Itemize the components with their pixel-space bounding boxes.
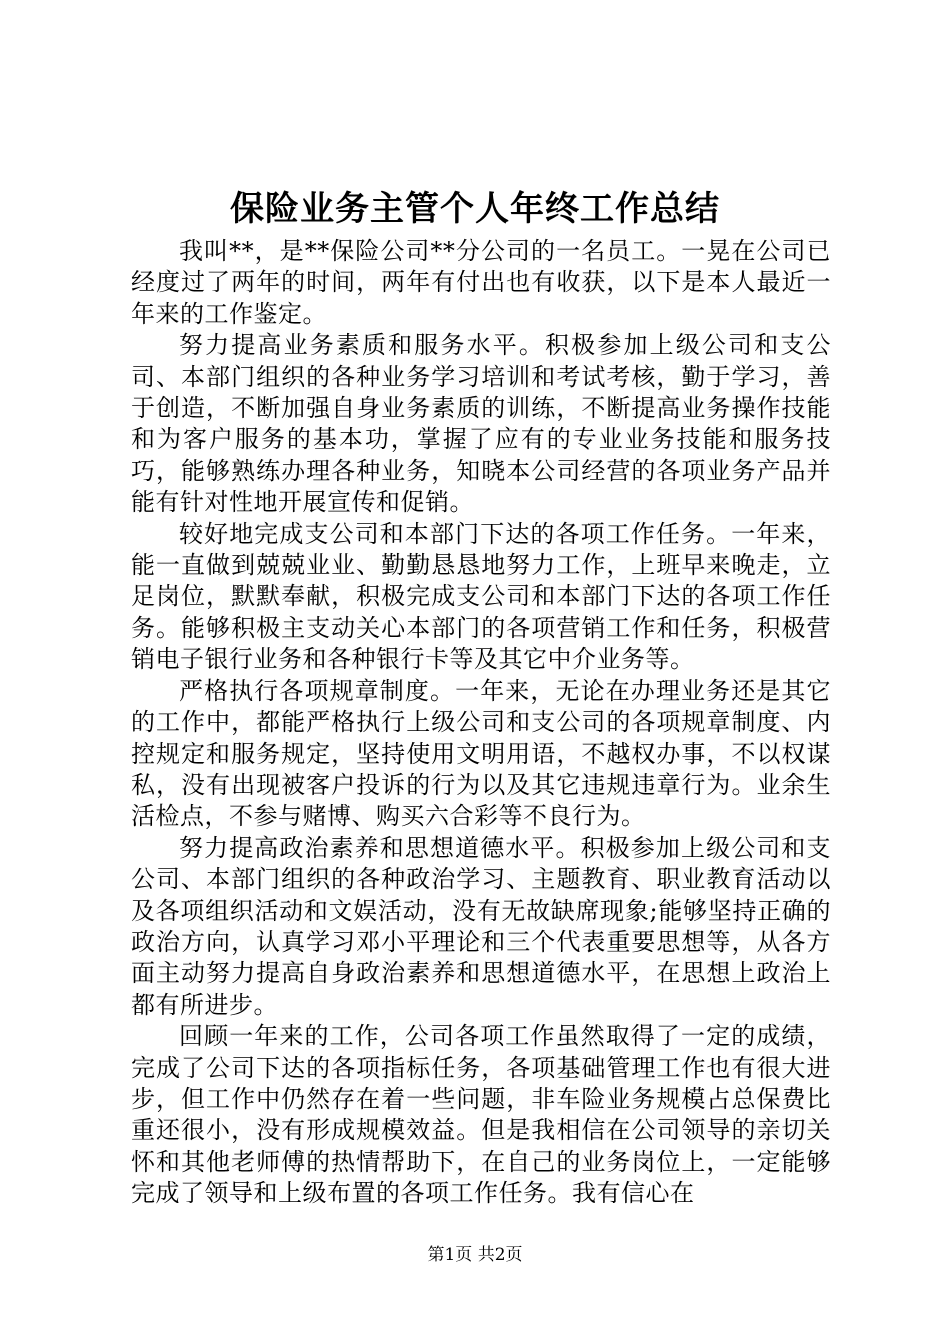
- document-title: 保险业务主管个人年终工作总结: [230, 189, 720, 229]
- paragraph-political-quality: 努力提高政治素养和思想道德水平。积极参加上级公司和支公司、本部门组织的各种政治学习、主题教育、职业教育活动以及各项组织活动和文娱活动，没有无故缺席现象;能够坚持正确的政治方向，认真学习邓小平理论和三个代表重要思想等，从各方面主动努力提高自身政治素养和思想道德水平，在思想上政治上都有所进步。: [131, 833, 831, 1019]
- document-body: [131, 236, 831, 1210]
- paragraph-business-quality: 努力提高业务素质和服务水平。积极参加上级公司和支公司、本部门组织的各种业务学习培训和考试考核，勤于学习，善于创造，不断加强自身业务素质的训练，不断提高业务操作技能和为客户服务的基本功，掌握了应有的专业业务技能和服务技巧，能够熟练办理各种业务，知晓本公司经营的各项业务产品并能有针对性地开展宣传和促销。: [131, 331, 831, 517]
- page-number-footer: 第1页 共2页: [427, 1245, 523, 1265]
- paragraph-work-tasks: 较好地完成支公司和本部门下达的各项工作任务。一年来，能一直做到兢兢业业、勤勤恳恳地努力工作，上班早来晚走，立足岗位，默默奉献，积极完成支公司和本部门下达的各项工作任务。能够积极主支动关心本部门的各项营销工作和任务，积极营销电子银行业务和各种银行卡等及其它中介业务等。: [131, 519, 831, 674]
- paragraph-review: 回顾一年来的工作，公司各项工作虽然取得了一定的成绩，完成了公司下达的各项指标任务，各项基础管理工作也有很大进步，但工作中仍然存在着一些问题，非车险业务规模占总保费比重还很小，没有形成规模效益。但是我相信在公司领导的亲切关怀和其他老师傅的热情帮助下，在自己的业务岗位上，一定能够完成了领导和上级布置的各项工作任务。我有信心在: [131, 1022, 831, 1208]
- paragraph-intro: 我叫**，是**保险公司**分公司的一名员工。一晃在公司已经度过了两年的时间，两年有付出也有收获，以下是本人最近一年来的工作鉴定。: [131, 237, 831, 328]
- paragraph-rules: 严格执行各项规章制度。一年来，无论在办理业务还是其它的工作中，都能严格执行上级公司和支公司的各项规章制度、内控规定和服务规定，坚持使用文明用语，不越权办事，不以权谋私，没有出现被客户投诉的行为以及其它违规违章行为。业余生活检点，不参与赌博、购买六合彩等不良行为。: [131, 676, 831, 831]
